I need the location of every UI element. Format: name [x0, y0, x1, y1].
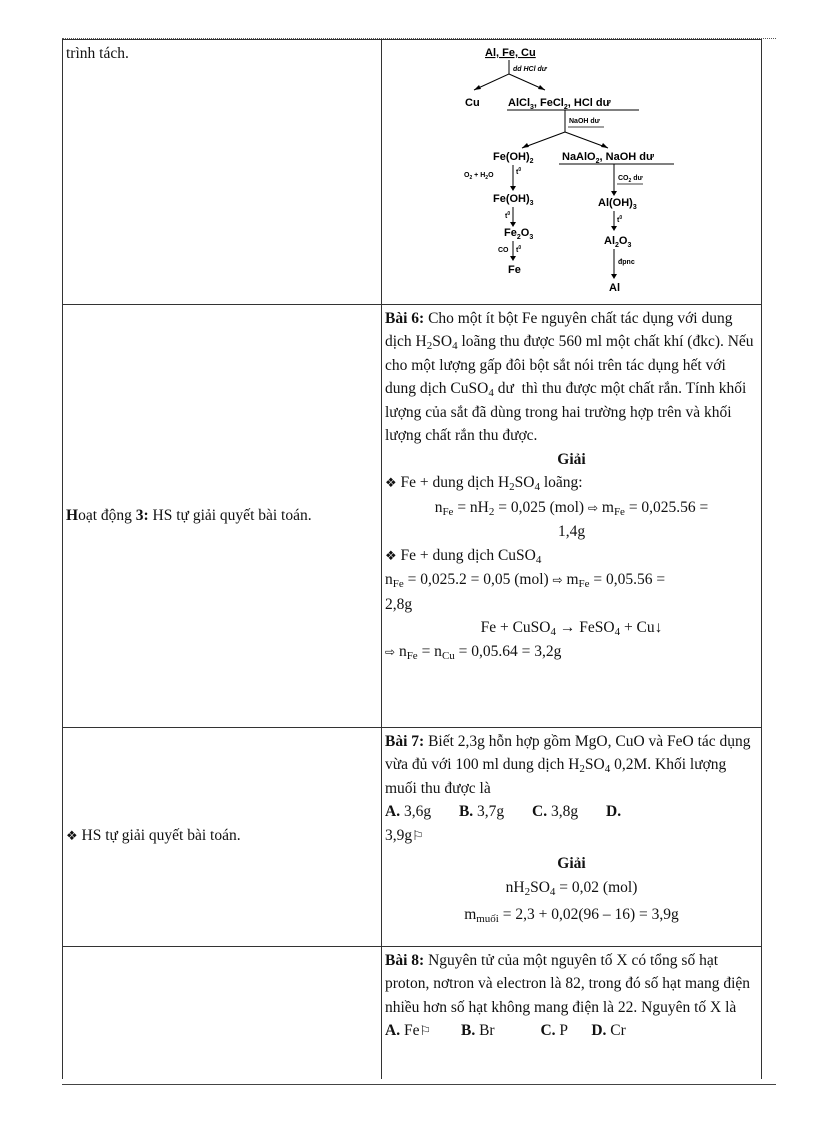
- cond-t3: $t^0$: [516, 245, 522, 254]
- cond-t1: $t^0$: [516, 167, 522, 176]
- solution-title: Giải: [557, 855, 586, 872]
- exercise-7-options: A. 3,6g B. 3,7g C. 3,8g D. 3,9g⚐: [385, 803, 622, 844]
- option-a: 3,6g: [403, 803, 432, 820]
- node-al2o3: $Al_2O_3$: [604, 235, 632, 249]
- cond-t2: $t^0$: [505, 211, 511, 220]
- exercise-7-problem: Bài 7: Biết 2,3g hỗn hợp gồm MgO, CuO và FeO tác dụng vừa đủ với 100 ml dung dịch $H_2SO_4$ 0,2M. Khối lượng muối thu được là: [385, 732, 751, 797]
- node-filtrate: AlCl$_3$, FeCl$_2$, HCl dư: [508, 97, 611, 111]
- solution-title: Giải: [557, 450, 586, 468]
- calc-1: $nH_2SO_4 = 0,02$ (mol): [505, 878, 638, 898]
- option-a: Fe: [403, 1022, 420, 1039]
- reagent-o2-h2o: $O_2 + H_2O$: [464, 172, 494, 181]
- exercise-8-problem: Bài 8: Nguyên tử của một nguyên tố X có tổng số hạt proton, nơtron và electron là 82, trong đó số hạt mang điện nhiều hơn số hạt không mang điện là 22. Nguyên tố X là: [385, 951, 751, 1016]
- node-feoh2: $Fe(OH)_2$: [493, 151, 534, 165]
- case-1: ❖ Fe + dung dịch $H_2SO_4$ loãng:: [385, 474, 583, 493]
- reagent-hcl: dd HCl dư: [513, 66, 547, 73]
- reagent-co2: $CO_2$ dư: [618, 175, 643, 184]
- option-d: 3,9g: [385, 826, 413, 844]
- option-b: 3,7g: [477, 803, 505, 820]
- diagram-cell: [382, 40, 762, 305]
- node-start: Al, Fe, Cu: [485, 47, 536, 59]
- bottom-rule: [62, 1084, 776, 1085]
- activity-cell: Hoạt động 3: HS tự giải quyết bài toán.: [63, 304, 382, 727]
- reaction: Fe + CuSO$_4$ → FeSO$_4$ + Cu↓: [480, 619, 663, 638]
- exercise-8-options: A. Fe⚐ B. Br C. P D. Cr: [385, 1022, 626, 1039]
- exercise-6-problem: Bài 6: Cho một ít bột Fe nguyên chất tác dụng với dung dịch $H_2SO_4$ loãng thu được 560 ml một chất khí (đkc). Nếu cho một lượng gấp đôi bột sắt nói trên tác dụng hết với dung dịch CuSO$_4$ dư thì thu được một chất rắn. Tính khối lượng của sắt đã dùng trong hai trường hợp trên và khối lượng chất rắn thu được.: [385, 309, 754, 444]
- exercise-7-cell: [382, 727, 762, 946]
- node-cu: Cu: [465, 97, 480, 109]
- node-al: Al: [609, 282, 620, 294]
- calc-3: ⇨ $n_{Fe} = n_{Cu} = 0,05.64 = 3,2g$: [385, 642, 562, 662]
- reagent-co: CO: [498, 247, 509, 254]
- table-row: [63, 946, 762, 1079]
- reagent-naoh: NaOH dư: [569, 118, 600, 125]
- bullet-icon: ❖: [66, 829, 78, 845]
- exercise-8-cell: [382, 946, 762, 1079]
- cond-t4: $t^0$: [617, 215, 623, 224]
- flag-icon: ⚐: [419, 1024, 432, 1039]
- option-c: P: [559, 1022, 568, 1039]
- separation-diagram: [382, 40, 768, 296]
- exercise-6-cell: [382, 304, 762, 727]
- calc-2: $m_{muối} = 2,3 + 0,02(96 - 16) = 3,9g$: [464, 906, 679, 925]
- option-d: Cr: [610, 1022, 626, 1039]
- lesson-table: [62, 39, 762, 1079]
- case-2: ❖ Fe + dung dịch CuSO$_4$: [385, 546, 542, 566]
- node-aloh3: $Al(OH)_3$: [598, 197, 637, 211]
- bullet-icon: ❖: [385, 476, 397, 491]
- node-naalo2: NaAlO$_2$, NaOH dư: [562, 151, 654, 165]
- node-fe: Fe: [508, 264, 521, 276]
- table-row: [63, 40, 762, 305]
- option-b: Br: [479, 1022, 495, 1039]
- table-row: [63, 727, 762, 946]
- node-feoh3: $Fe(OH)_3$: [493, 193, 534, 207]
- activity-cell: [63, 946, 382, 1079]
- activity-cell: [63, 40, 382, 305]
- bullet-icon: ❖: [385, 548, 397, 564]
- table-row: [63, 304, 762, 727]
- left-text: trình tách.: [66, 45, 129, 62]
- option-c: 3,8g: [551, 803, 579, 820]
- reagent-dpnc: đpnc: [618, 259, 635, 266]
- node-fe2o3: $Fe_2O_3$: [504, 227, 534, 241]
- flag-icon: ⚐: [412, 828, 424, 844]
- activity-cell: ❖ HS tự giải quyết bài toán.: [63, 727, 382, 946]
- calc-1: $n_{Fe} = nH_2 = 0,025$ (mol) ⇨ $m_{Fe} = 0,025.56$ = 1,4g: [434, 498, 709, 540]
- calc-2: $n_{Fe} = 0,025.2 = 0,05$ (mol) ⇨ $m_{Fe} = 0,05.56$ = 2,8g: [385, 571, 666, 613]
